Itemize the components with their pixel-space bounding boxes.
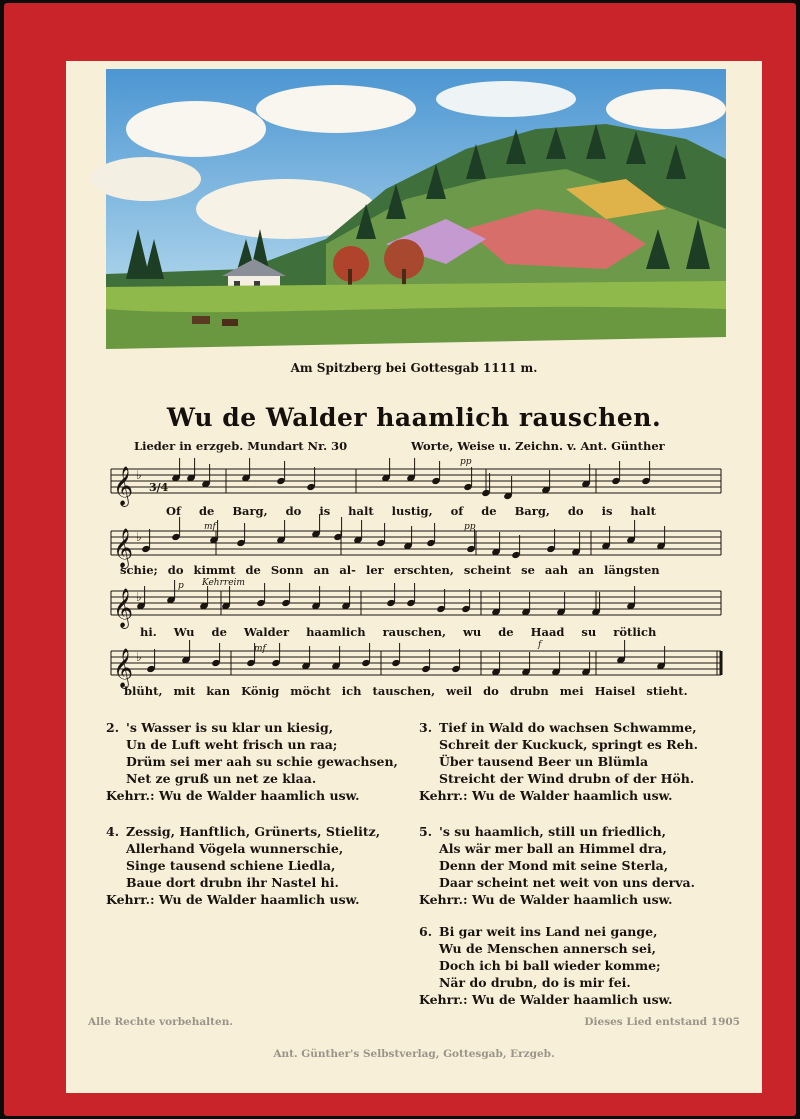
illustration-caption: Am Spitzberg bei Gottesgab 1111 m. [290, 361, 538, 375]
dynamic-f: f [538, 640, 542, 650]
verse-line: Schreit der Kuckuck, springt es Reh. [439, 737, 698, 752]
key-signature-flat: ♭ [136, 530, 142, 544]
verse-number: 6. [419, 924, 433, 939]
author-credit: Worte, Weise u. Zeichn. v. Ant. Günther [411, 439, 665, 453]
refrain-line: Kehrr.: Wu de Walder haamlich usw. [419, 992, 673, 1007]
lyric-line-2: schie; do kimmt de Sonn an al- ler erschten, scheint se aah an längsten [120, 563, 660, 577]
verse-line: Baue dort drubn ihr Nastel hi. [126, 875, 339, 890]
verse-line: Zessig, Hanftlich, Grünerts, Stielitz, [126, 824, 381, 839]
verse-5 [419, 823, 695, 908]
verse-line: Allerhand Vögela wunnerschie, [126, 841, 344, 856]
dynamic-pp-1: pp [460, 457, 472, 467]
refrain-line: Kehrr.: Wu de Walder haamlich usw. [106, 788, 360, 803]
treble-clef: 𝄞 [113, 528, 134, 568]
kehrreim-marking: Kehrreim [202, 578, 245, 588]
lyric-line-3: hi. Wu de Walder haamlich rauschen, wu de Haad su rötlich [140, 625, 657, 639]
song-title: Wu de Walder haamlich rauschen. [166, 403, 662, 432]
verse-line: Bi gar weit ins Land nei gange, [439, 924, 658, 939]
verse-number: 3. [419, 720, 433, 735]
dynamic-mf-2: mf [254, 644, 266, 654]
publisher-imprint: Ant. Günther's Selbstverlag, Gottesgab, Erzgeb. [273, 1048, 555, 1060]
card-frame [4, 3, 796, 1116]
verse-line: Singe tausend schiene Liedla, [126, 858, 336, 873]
dynamic-mf-1: mf [204, 522, 216, 532]
key-signature-flat: ♭ [136, 650, 142, 664]
verse-2 [106, 719, 398, 804]
verse-line: 's su haamlich, still un friedlich, [439, 824, 666, 839]
verse-6 [419, 923, 672, 1008]
series-label: Lieder in erzgeb. Mundart Nr. 30 [134, 439, 348, 453]
verse-line: Net ze gruß un net ze klaa. [126, 771, 317, 786]
refrain-line: Kehrr.: Wu de Walder haamlich usw. [419, 788, 673, 803]
verse-line: Als wär mer ball an Himmel dra, [439, 841, 667, 856]
landscape-illustration [86, 69, 746, 369]
verse-4 [106, 823, 380, 908]
verse-line: Daar scheint net weit von uns derva. [439, 875, 695, 890]
dynamic-p: p [178, 581, 184, 591]
time-signature: 3/4 [149, 481, 169, 494]
verse-number: 2. [106, 720, 120, 735]
creation-note: Dieses Lied entstand 1905 [584, 1016, 740, 1028]
song-card [66, 61, 762, 1093]
treble-clef: 𝄞 [113, 466, 134, 506]
verse-line: Drüm sei mer aah su schie gewachsen, [126, 754, 398, 769]
rights-notice: Alle Rechte vorbehalten. [88, 1016, 233, 1028]
verse-line: Über tausend Beer un Blümla [439, 754, 649, 769]
verse-line: Denn der Mond mit seine Sterla, [439, 858, 669, 873]
treble-clef: 𝄞 [113, 588, 134, 628]
verse-line: Wu de Menschen annersch sei, [439, 941, 657, 956]
verse-line: 's Wasser is su klar un kiesig, [126, 720, 334, 735]
refrain-line: Kehrr.: Wu de Walder haamlich usw. [106, 892, 360, 907]
lyric-line-4: blüht, mit kan König möcht ich tauschen, weil do drubn mei Haisel stieht. [124, 684, 688, 698]
refrain-line: Kehrr.: Wu de Walder haamlich usw. [419, 892, 673, 907]
key-signature-flat: ♭ [136, 468, 142, 482]
treble-clef: 𝄞 [113, 648, 134, 688]
verse-number: 5. [419, 824, 433, 839]
verse-line: När do drubn, do is mir fei. [439, 975, 631, 990]
dynamic-pp-2: pp [464, 522, 476, 532]
verse-line: Tief in Wald do wachsen Schwamme, [439, 720, 697, 735]
verse-number: 4. [106, 824, 120, 839]
verse-line: Un de Luft weht frisch un raa; [126, 737, 338, 752]
key-signature-flat: ♭ [136, 590, 142, 604]
verse-line: Doch ich bi ball wieder komme; [439, 958, 661, 973]
lyric-line-1: Of de Barg, do is halt lustig, of de Barg, do is halt [166, 504, 656, 518]
verse-3 [419, 719, 698, 804]
verse-line: Streicht der Wind drubn of der Höh. [439, 771, 695, 786]
